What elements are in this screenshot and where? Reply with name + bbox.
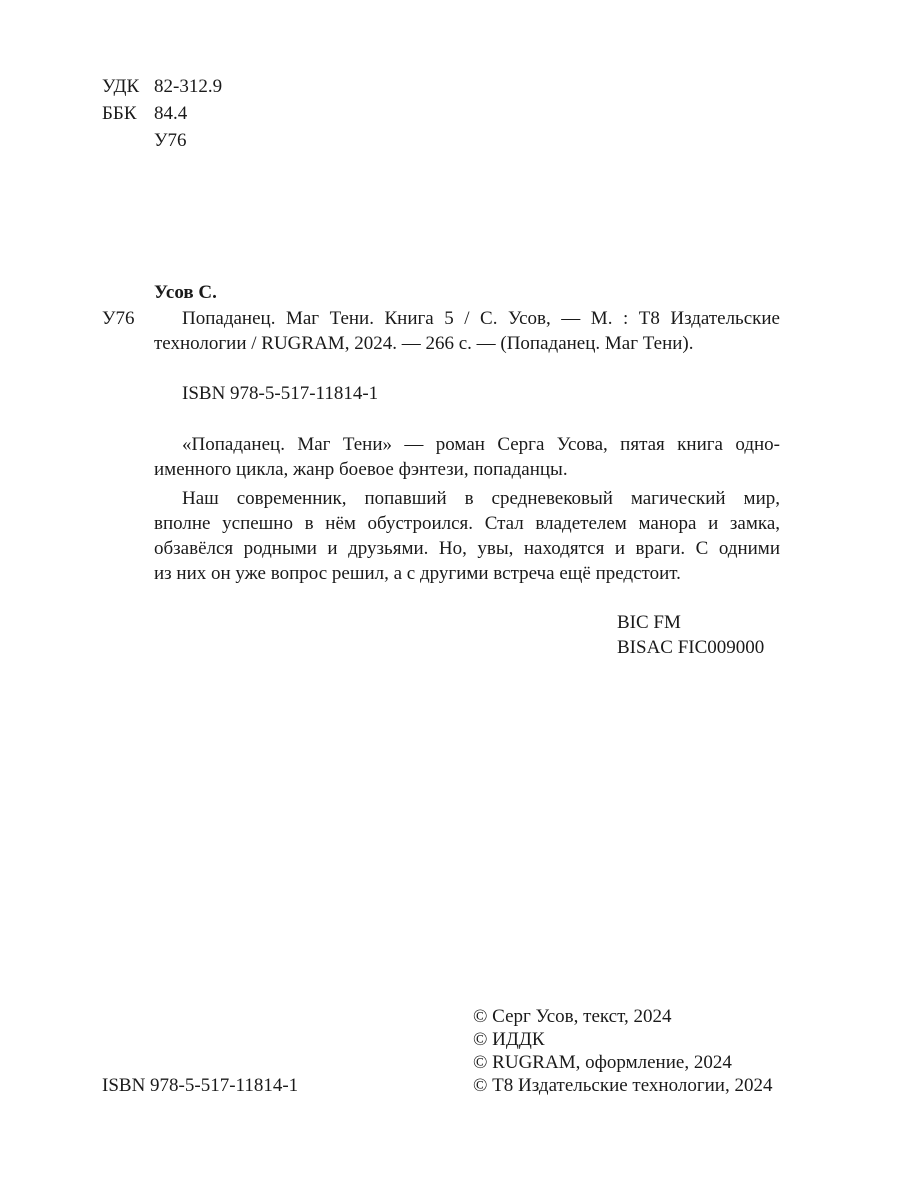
copyright-text: © Серг Усов, текст, 2024 (473, 1006, 672, 1027)
author-mark-record: У76 (102, 308, 135, 329)
annotation-p2-line-2: вполне успешно в нём обустроился. Стал владетелем манора и замка, (154, 513, 780, 534)
copyright-iddk: © ИДДК (473, 1029, 545, 1050)
annotation-p2-line-4: из них он уже вопрос решил, а с другими встреча ещё предстоит. (154, 563, 681, 584)
author-mark-top: У76 (154, 130, 187, 151)
record-line-2: технологии / RUGRAM, 2024. — 266 с. — (Попаданец. Маг Тени). (154, 333, 694, 354)
annotation-p1-line-1: «Попаданец. Маг Тени» — роман Серга Усова, пятая книга одно- (182, 434, 780, 455)
bbk-value: 84.4 (154, 103, 188, 124)
copyright-publisher: © Т8 Издательские технологии, 2024 (473, 1075, 773, 1096)
record-line-1: Попаданец. Маг Тени. Книга 5 / С. Усов, — М. : Т8 Издательские (182, 308, 780, 329)
footer-isbn: ISBN 978-5-517-11814-1 (102, 1075, 299, 1096)
bic-code: BIC FM (617, 612, 681, 633)
udk-label: УДК (102, 76, 140, 97)
udk-value: 82-312.9 (154, 76, 223, 97)
author-name: Усов С. (154, 282, 217, 303)
record-isbn: ISBN 978-5-517-11814-1 (182, 383, 379, 404)
bbk-label: ББК (102, 103, 137, 124)
bisac-code: BISAC FIC009000 (617, 637, 765, 658)
annotation-p1-line-2: именного цикла, жанр боевое фэнтези, попаданцы. (154, 459, 568, 480)
bbk-line (102, 103, 187, 125)
copyright-design: © RUGRAM, оформление, 2024 (473, 1052, 732, 1073)
udk-line (102, 76, 222, 98)
annotation-p2-line-1: Наш современник, попавший в средневековый магический мир, (182, 488, 780, 509)
annotation-p2-line-3: обзавёлся родными и друзьями. Но, увы, находятся и враги. С одними (154, 538, 780, 559)
